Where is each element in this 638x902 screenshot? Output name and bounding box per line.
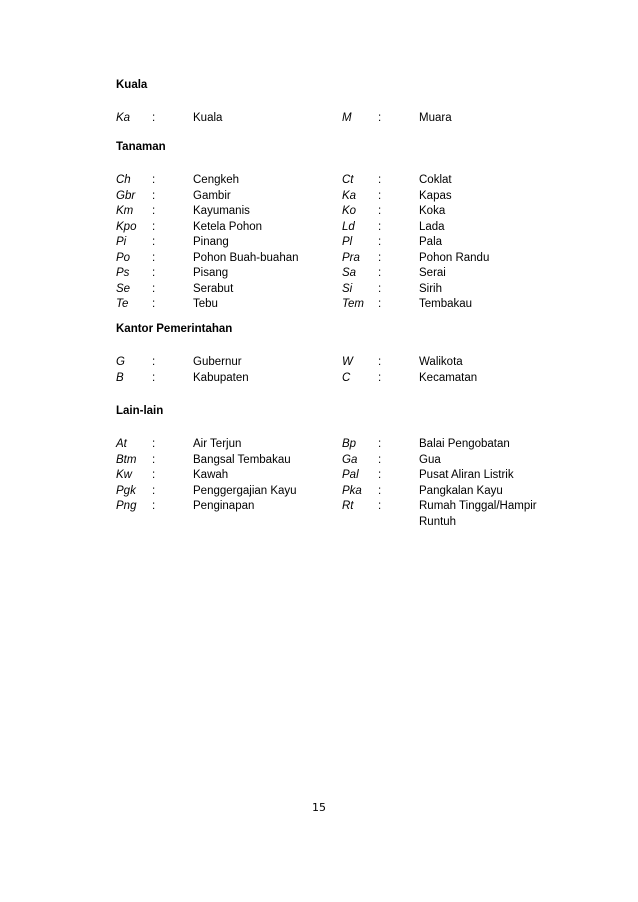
- legend-row: [342, 235, 552, 251]
- legend-separator: :: [152, 298, 156, 310]
- legend-separator: :: [378, 174, 382, 186]
- legend-column-left: [116, 437, 326, 515]
- legend-separator: :: [152, 282, 156, 295]
- legend-abbreviation: Kpo: [116, 220, 137, 233]
- legend-abbreviation: Pgk: [116, 484, 136, 497]
- legend-row: [116, 111, 326, 127]
- legend-row: [116, 297, 326, 313]
- legend-separator: :: [378, 438, 382, 450]
- legend-meaning: Gubernur: [193, 356, 242, 368]
- legend-abbreviation: Pl: [342, 236, 353, 248]
- legend-separator: :: [152, 356, 156, 368]
- legend-abbreviation: Png: [116, 500, 137, 512]
- legend-meaning: Coklat: [419, 174, 452, 186]
- legend-separator: :: [152, 371, 156, 384]
- legend-separator: :: [378, 484, 382, 497]
- legend-column-right: [342, 173, 552, 313]
- legend-separator: :: [378, 189, 382, 202]
- legend-row: [116, 484, 326, 500]
- legend-meaning: Penginapan: [193, 500, 255, 512]
- legend-meaning: Koka: [419, 205, 446, 217]
- legend-separator: :: [378, 205, 382, 217]
- legend-meaning: Serabut: [193, 282, 234, 295]
- legend-row: [116, 437, 326, 453]
- legend-meaning: Pinang: [193, 236, 229, 248]
- legend-meaning: Walikota: [419, 356, 463, 368]
- legend-separator: :: [152, 469, 156, 481]
- legend-abbreviation: Km: [116, 205, 134, 217]
- legend-abbreviation: Po: [116, 251, 131, 264]
- legend-row: [342, 204, 552, 220]
- legend-separator: :: [378, 356, 382, 368]
- legend-separator: :: [152, 236, 156, 248]
- legend-row: [116, 453, 326, 469]
- legend-section: [116, 322, 546, 384]
- legend-row: [116, 235, 326, 251]
- legend-section: [116, 78, 546, 124]
- legend-abbreviation: At: [116, 438, 127, 450]
- legend-abbreviation: Sa: [342, 267, 357, 279]
- legend-abbreviation: Ct: [342, 174, 354, 186]
- legend-row: [342, 355, 552, 371]
- legend-abbreviation: Si: [342, 282, 353, 295]
- legend-meaning: Pohon Randu: [419, 251, 490, 264]
- legend-column-left: [116, 355, 326, 386]
- legend-row: [342, 220, 552, 236]
- legend-abbreviation: M: [342, 112, 352, 124]
- legend-row: [342, 282, 552, 298]
- legend-separator: :: [152, 438, 156, 450]
- legend-abbreviation: Ps: [116, 267, 130, 279]
- legend-separator: :: [152, 205, 156, 217]
- legend-row: [116, 204, 326, 220]
- legend-abbreviation: Kw: [116, 469, 132, 481]
- legend-row: [116, 468, 326, 484]
- legend-meaning: Balai Pengobatan: [419, 438, 510, 450]
- legend-meaning: Kapas: [419, 189, 452, 202]
- legend-row: [116, 282, 326, 298]
- legend-row: [116, 371, 326, 387]
- legend-meaning: Pangkalan Kayu: [419, 484, 503, 497]
- legend-abbreviation: B: [116, 371, 124, 384]
- legend-row: [342, 111, 552, 127]
- legend-meaning: Tebu: [193, 298, 218, 310]
- section-heading: Kuala: [116, 79, 148, 91]
- legend-separator: :: [378, 267, 382, 279]
- legend-meaning: Kecamatan: [419, 371, 478, 384]
- legend-abbreviation: Ka: [342, 189, 357, 202]
- legend-separator: :: [378, 112, 382, 124]
- legend-abbreviation: Btm: [116, 453, 137, 466]
- legend-row: [116, 220, 326, 236]
- legend-separator: :: [378, 251, 382, 264]
- legend-separator: :: [152, 267, 156, 279]
- legend-separator: :: [378, 500, 382, 512]
- legend-section: [116, 140, 546, 310]
- legend-meaning: Bangsal Tembakau: [193, 453, 291, 466]
- legend-abbreviation: Pi: [116, 236, 127, 248]
- legend-row: [116, 355, 326, 371]
- legend-row: [342, 371, 552, 387]
- legend-meaning: Kawah: [193, 469, 229, 481]
- legend-abbreviation: Ka: [116, 112, 131, 124]
- legend-meaning: Pala: [419, 236, 443, 248]
- legend-abbreviation: G: [116, 356, 125, 368]
- legend-section: [116, 404, 546, 528]
- legend-column-left: [116, 111, 326, 127]
- legend-meaning: Serai: [419, 267, 446, 279]
- legend-abbreviation: Pka: [342, 484, 362, 497]
- legend-row: [116, 251, 326, 267]
- legend-abbreviation: Pal: [342, 469, 359, 481]
- legend-separator: :: [378, 220, 382, 233]
- legend-separator: :: [378, 453, 382, 466]
- legend-meaning: Penggergajian Kayu: [193, 484, 297, 497]
- legend-row: [342, 453, 552, 469]
- legend-separator: :: [152, 220, 156, 233]
- legend-row: [342, 437, 552, 453]
- legend-row: [342, 251, 552, 267]
- legend-separator: :: [378, 371, 382, 384]
- legend-separator: :: [152, 251, 156, 264]
- legend-abbreviation: Se: [116, 282, 131, 295]
- legend-row: [342, 468, 552, 484]
- legend-meaning: Gambir: [193, 189, 231, 202]
- legend-meaning: Pisang: [193, 267, 229, 279]
- legend-meaning: Lada: [419, 220, 445, 233]
- legend-row: [342, 189, 552, 205]
- legend-column-right: [342, 111, 552, 127]
- legend-abbreviation: Bp: [342, 438, 357, 450]
- legend-separator: :: [378, 469, 382, 481]
- legend-meaning: Kuala: [193, 112, 223, 124]
- section-heading: Kantor Pemerintahan: [116, 323, 233, 335]
- legend-separator: :: [152, 112, 156, 124]
- legend-meaning: Pohon Buah-buahan: [193, 251, 299, 264]
- legend-abbreviation: Pra: [342, 251, 360, 264]
- legend-abbreviation: Tem: [342, 298, 364, 310]
- legend-abbreviation: Rt: [342, 500, 354, 512]
- legend-row: [116, 499, 326, 515]
- legend-meaning: Cengkeh: [193, 174, 240, 186]
- legend-row: [342, 266, 552, 282]
- legend-row: [116, 189, 326, 205]
- legend-abbreviation: Ch: [116, 174, 131, 186]
- legend-separator: :: [152, 453, 156, 466]
- legend-meaning: Pusat Aliran Listrik: [419, 469, 514, 481]
- section-heading: Lain-lain: [116, 405, 164, 417]
- legend-separator: :: [378, 282, 382, 295]
- legend-meaning: Ketela Pohon: [193, 220, 263, 233]
- legend-meaning: Kayumanis: [193, 205, 250, 217]
- legend-row: [116, 173, 326, 189]
- legend-row: [342, 173, 552, 189]
- legend-meaning: Tembakau: [419, 298, 473, 310]
- legend-abbreviation: Gbr: [116, 189, 136, 202]
- legend-abbreviation: Ko: [342, 205, 357, 217]
- legend-separator: :: [152, 174, 156, 186]
- legend-row: [342, 297, 552, 313]
- legend-row: [342, 499, 552, 528]
- legend-abbreviation: C: [342, 371, 351, 384]
- page-number: 15: [312, 801, 326, 814]
- legend-meaning: Sirih: [419, 282, 443, 295]
- legend-meaning: Gua: [419, 453, 441, 466]
- legend-meaning: Kabupaten: [193, 371, 249, 384]
- legend-meaning: Air Terjun: [193, 438, 242, 450]
- legend-abbreviation: Ld: [342, 220, 355, 233]
- legend-separator: :: [152, 500, 156, 512]
- legend-abbreviation: W: [342, 356, 353, 368]
- legend-separator: :: [152, 189, 156, 202]
- legend-column-right: [342, 355, 552, 386]
- legend-meaning: Rumah Tinggal/Hampir Runtuh: [419, 500, 537, 528]
- legend-column-right: [342, 437, 552, 528]
- legend-separator: :: [152, 484, 156, 497]
- legend-row: [342, 484, 552, 500]
- legend-abbreviation: Ga: [342, 453, 358, 466]
- legend-column-left: [116, 173, 326, 313]
- legend-separator: :: [378, 298, 382, 310]
- legend-meaning: Muara: [419, 112, 452, 124]
- legend-abbreviation: Te: [116, 298, 129, 310]
- legend-row: [116, 266, 326, 282]
- section-heading: Tanaman: [116, 141, 166, 153]
- legend-separator: :: [378, 236, 382, 248]
